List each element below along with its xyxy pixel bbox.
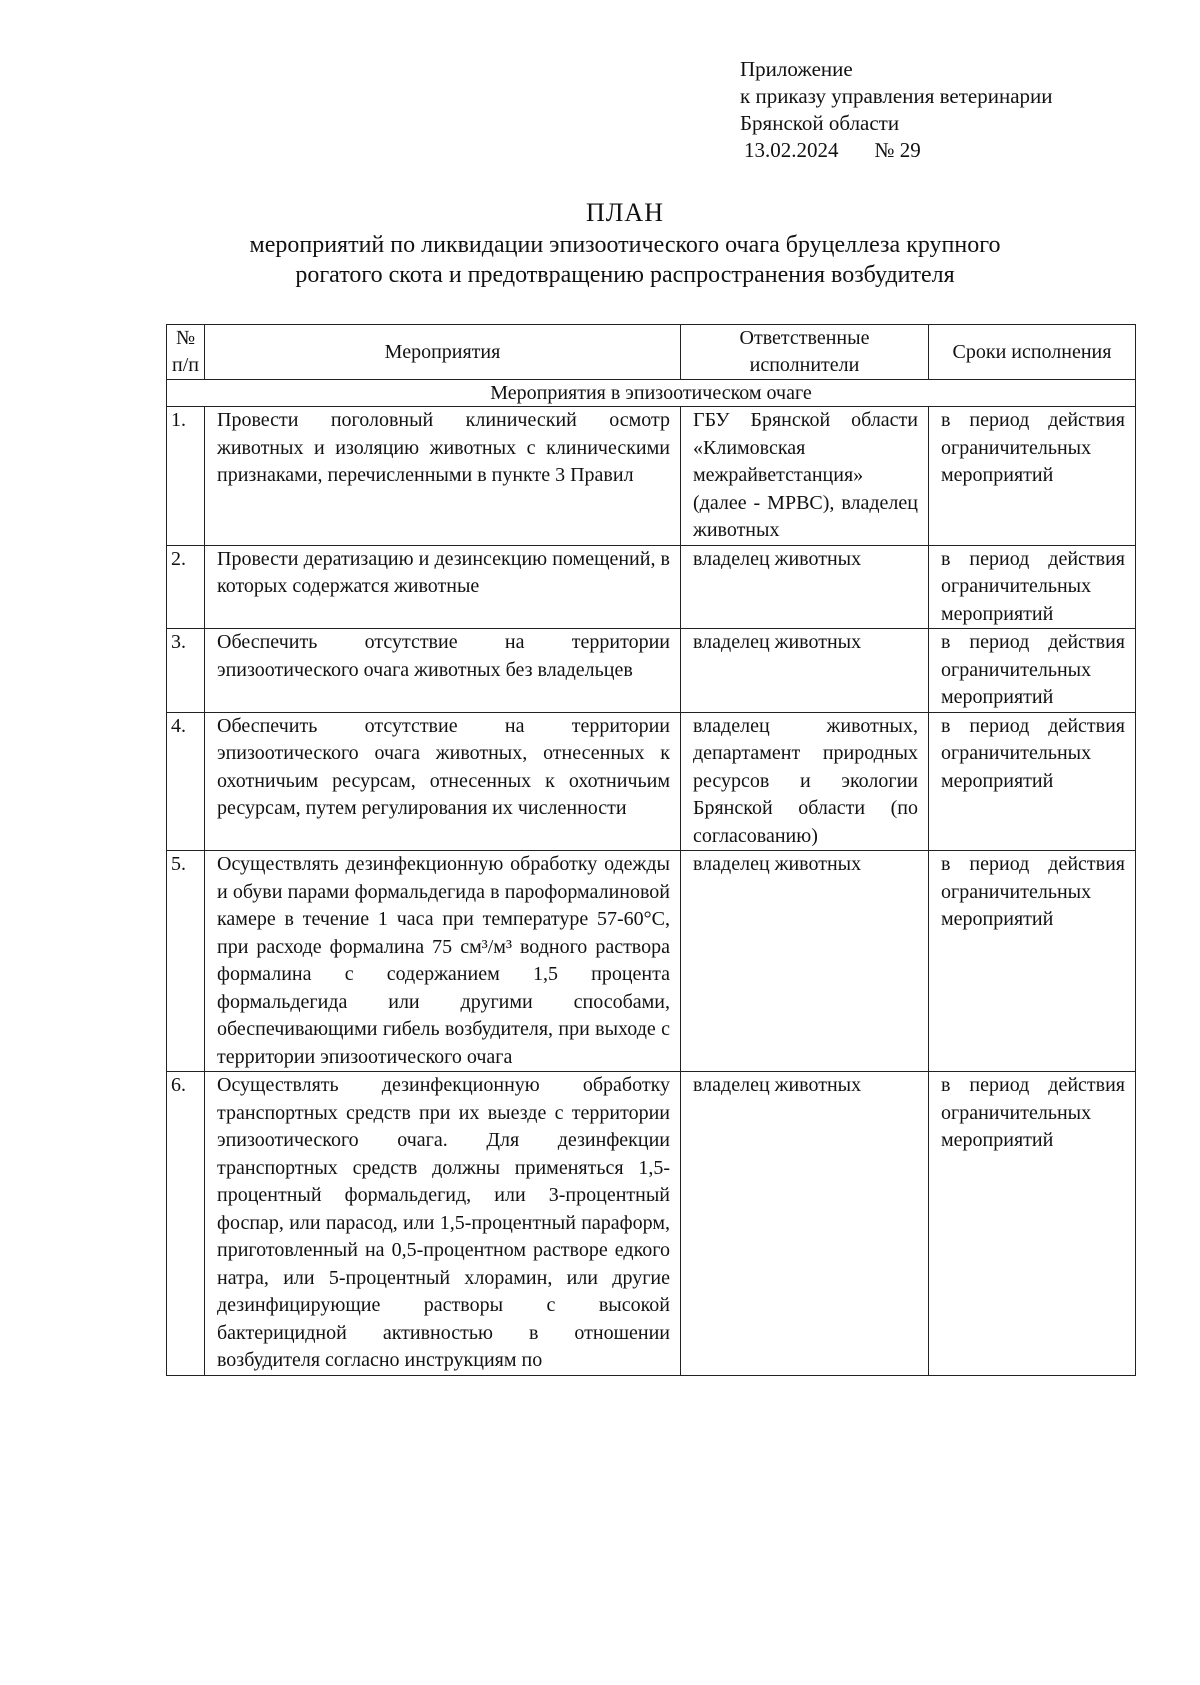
row-responsible: владелец животных — [681, 1072, 929, 1376]
row-number: 5. — [167, 851, 205, 1072]
table-row — [167, 1072, 1136, 1376]
table-header-row — [167, 325, 1136, 380]
row-number: 1. — [167, 407, 205, 546]
header-responsible: Ответственные исполнители — [681, 325, 929, 380]
appendix-region: Брянской области — [740, 111, 900, 135]
table-row — [167, 629, 1136, 713]
row-measure: Обеспечить отсутствие на территории эпизоотического очага животных без владельцев — [205, 629, 681, 713]
table-row — [167, 712, 1136, 851]
row-number: 3. — [167, 629, 205, 713]
plan-table — [166, 324, 1136, 1376]
section-row — [167, 380, 1136, 407]
row-number: 4. — [167, 712, 205, 851]
row-measure: Обеспечить отсутствие на территории эпизоотического очага животных, отнесенных к охотничьим ресурсам, отнесенных к охотничьим ресурсам, путем регулирования их численности — [205, 712, 681, 851]
row-deadline: в период действия ограничительных мероприятий — [929, 407, 1136, 546]
order-date: 13.02.2024 — [744, 138, 839, 162]
document-title — [150, 198, 1100, 290]
section-title: Мероприятия в эпизоотическом очаге — [167, 380, 1136, 407]
title-main: ПЛАН — [586, 198, 664, 227]
row-deadline: в период действия ограничительных мероприятий — [929, 1072, 1136, 1376]
row-measure: Осуществлять дезинфекционную обработку одежды и обуви парами формальдегида в пароформалиновой камере в течение 1 часа при температуре 57-60°С, при расходе формалина 75 см³/м³ водного раствора формалина с содержанием 1,5 процента формальдегида или другими способами, обеспечивающими гибель возбудителя, при выходе с территории эпизоотического очага — [205, 851, 681, 1072]
title-sub-line-2: рогатого скота и предотвращению распространения возбудителя — [295, 262, 955, 288]
row-responsible: ГБУ Брянской области «Климовская межрайветстанция» (далее - МРВС), владелец животных — [681, 407, 929, 546]
header-measures: Мероприятия — [205, 325, 681, 380]
header-deadline: Сроки исполнения — [929, 325, 1136, 380]
row-deadline: в период действия ограничительных мероприятий — [929, 712, 1136, 851]
row-responsible: владелец животных — [681, 629, 929, 713]
row-number: 2. — [167, 545, 205, 629]
order-number: № 29 — [874, 138, 921, 162]
appendix-block — [740, 56, 1053, 164]
header-number: № п/п — [167, 325, 205, 380]
row-deadline: в период действия ограничительных мероприятий — [929, 851, 1136, 1072]
table-row — [167, 545, 1136, 629]
row-responsible: владелец животных — [681, 545, 929, 629]
appendix-label: Приложение — [740, 57, 853, 81]
row-measure: Провести поголовный клинический осмотр животных и изоляцию животных с клиническими признаками, перечисленными в пункте 3 Правил — [205, 407, 681, 546]
row-measure: Провести дератизацию и дезинсекцию помещений, в которых содержатся животные — [205, 545, 681, 629]
row-measure: Осуществлять дезинфекционную обработку транспортных средств при их выезде с территории эпизоотического очага. Для дезинфекции транспортных средств должны применяться 1,5-процентный формальдегид, или 3-процентный фоспар, или парасод, или 1,5-процентный параформ, приготовленный на 0,5-процентном растворе едкого натра, или 5-процентный хлорамин, или другие дезинфицирующие растворы с высокой бактерицидной активностью в отношении возбудителя согласно инструкциям по — [205, 1072, 681, 1376]
row-responsible: владелец животных, департамент природных ресурсов и экологии Брянской области (по согласованию) — [681, 712, 929, 851]
appendix-order-ref: к приказу управления ветеринарии — [740, 84, 1053, 108]
title-sub-line-1: мероприятий по ликвидации эпизоотического очага бруцеллеза крупного — [249, 232, 1001, 258]
appendix-date-line — [740, 137, 1053, 164]
row-deadline: в период действия ограничительных мероприятий — [929, 629, 1136, 713]
table-row — [167, 407, 1136, 546]
row-number: 6. — [167, 1072, 205, 1376]
row-deadline: в период действия ограничительных мероприятий — [929, 545, 1136, 629]
row-responsible: владелец животных — [681, 851, 929, 1072]
table-row — [167, 851, 1136, 1072]
